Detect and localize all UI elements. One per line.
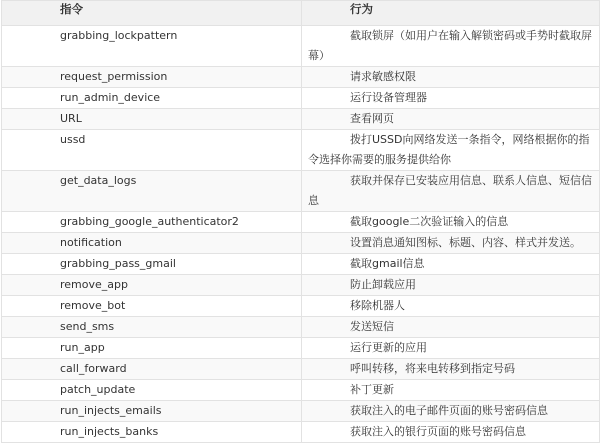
command-cell: get_data_logs [2, 171, 302, 212]
action-cell: 运行设备管理器 [302, 88, 600, 109]
command-table-container [1, 0, 599, 443]
action-cell: 查看网页 [302, 109, 600, 130]
command-cell: ussd [2, 130, 302, 171]
command-cell: remove_app [2, 275, 302, 296]
table-row [2, 359, 600, 380]
command-cell: run_injects_banks [2, 422, 302, 443]
table-row [2, 233, 600, 254]
command-cell: remove_bot [2, 296, 302, 317]
table-header [2, 1, 600, 26]
action-cell: 运行更新的应用 [302, 338, 600, 359]
table-row [2, 130, 600, 171]
action-cell: 请求敏感权限 [302, 67, 600, 88]
table-body [2, 26, 600, 443]
command-cell: call_forward [2, 359, 302, 380]
table-row [2, 338, 600, 359]
table-row [2, 422, 600, 443]
command-cell: patch_update [2, 380, 302, 401]
action-cell: 设置消息通知图标、标题、内容、样式并发送。 [302, 233, 600, 254]
header-action: 行为 [302, 1, 600, 26]
command-table [1, 0, 600, 443]
table-row [2, 296, 600, 317]
command-cell: run_admin_device [2, 88, 302, 109]
command-cell: run_app [2, 338, 302, 359]
table-row [2, 275, 600, 296]
action-cell: 防止卸载应用 [302, 275, 600, 296]
table-row [2, 88, 600, 109]
action-cell: 截取锁屏（如用户在输入解锁密码或手势时截取屏幕） [302, 26, 600, 67]
command-cell: request_permission [2, 67, 302, 88]
command-cell: run_injects_emails [2, 401, 302, 422]
command-cell: send_sms [2, 317, 302, 338]
action-cell: 拨打USSD向网络发送一条指令，网络根据你的指令选择你需要的服务提供给你 [302, 130, 600, 171]
action-cell: 获取注入的电子邮件页面的账号密码信息 [302, 401, 600, 422]
table-row [2, 171, 600, 212]
header-row [2, 1, 600, 26]
command-cell: grabbing_google_authenticator2 [2, 212, 302, 233]
command-cell: notification [2, 233, 302, 254]
action-cell: 发送短信 [302, 317, 600, 338]
table-row [2, 254, 600, 275]
action-cell: 呼叫转移，将来电转移到指定号码 [302, 359, 600, 380]
action-cell: 补丁更新 [302, 380, 600, 401]
header-command: 指令 [2, 1, 302, 26]
table-row [2, 109, 600, 130]
action-cell: 获取注入的银行页面的账号密码信息 [302, 422, 600, 443]
action-cell: 截取google二次验证输入的信息 [302, 212, 600, 233]
table-row [2, 317, 600, 338]
table-row [2, 67, 600, 88]
table-row [2, 380, 600, 401]
action-cell: 获取并保存已安装应用信息、联系人信息、短信信息 [302, 171, 600, 212]
table-row [2, 212, 600, 233]
command-cell: grabbing_pass_gmail [2, 254, 302, 275]
action-cell: 截取gmail信息 [302, 254, 600, 275]
table-row [2, 26, 600, 67]
action-cell: 移除机器人 [302, 296, 600, 317]
command-cell: URL [2, 109, 302, 130]
table-row [2, 401, 600, 422]
command-cell: grabbing_lockpattern [2, 26, 302, 67]
